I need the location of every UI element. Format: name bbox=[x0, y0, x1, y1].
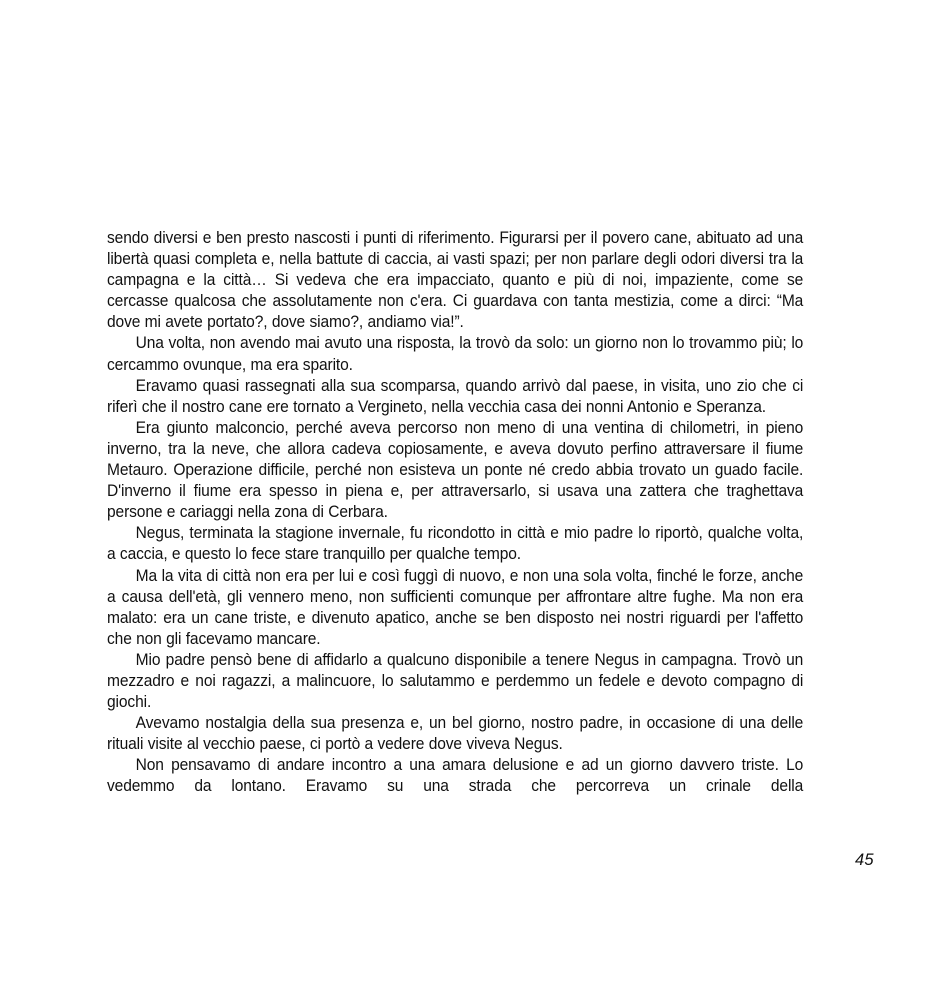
paragraph: Non pensavamo di andare incontro a una amara delusione e ad un giorno davvero triste. Lo vedemmo da lontano. Eravamo su una strada che percorreva un crinale della bbox=[107, 756, 804, 796]
body-text-block bbox=[107, 228, 836, 819]
page-number: 45 bbox=[855, 851, 874, 869]
paragraph: Era giunto malconcio, perché aveva percorso non meno di una ventina di chilometri, in pieno inverno, tra la neve, che allora cadeva copiosamente, e aveva dovuto perfino attraversare il fiume Metauro. Operazione difficile, perché non esisteva un ponte né credo abbia trovato un guado facile. D'inverno il fiume era spesso in piena e, per attraversarlo, si usava una zattera che traghettava persone e cariaggi nella zona di Cerbara. bbox=[107, 418, 804, 522]
paragraph: Avevamo nostalgia della sua presenza e, un bel giorno, nostro padre, in occasione di una delle rituali visite al vecchio paese, ci portò a vedere dove viveva Negus. bbox=[107, 714, 804, 754]
paragraph: Negus, terminata la stagione invernale, fu ricondotto in città e mio padre lo riportò, qualche volta, a caccia, e questo lo fece stare tranquillo per qualche tempo. bbox=[107, 524, 804, 564]
paragraph: Eravamo quasi rassegnati alla sua scomparsa, quando arrivò dal paese, in visita, uno zio che ci riferì che il nostro cane ere tornato a Vergineto, nella vecchia casa dei nonni Antonio e Speranza. bbox=[107, 376, 804, 416]
paragraph: Mio padre pensò bene di affidarlo a qualcuno disponibile a tenere Negus in campagna. Trovò un mezzadro e noi ragazzi, a malincuore, lo salutammo e perdemmo un fedele e devoto compagno di giochi. bbox=[107, 650, 804, 712]
paragraph: sendo diversi e ben presto nascosti i punti di riferimento. Figurarsi per il povero cane, abituato ad una libertà quasi completa e, nella battute di caccia, ai vasti spazi; per non parlare degli odori diversi tra la campagna e la città… Si vedeva che era impacciato, quanto e più di noi, impaziente, come se cercasse qualcosa che assolutamente non c'era. Ci guardava con tanta mestizia, come a dirci: “Ma dove mi avete portato?, dove siamo?, andiamo via!”. bbox=[107, 229, 804, 332]
paragraph: Una volta, non avendo mai avuto una risposta, la trovò da solo: un giorno non lo trovammo più; lo cercammo ovunque, ma era sparito. bbox=[107, 334, 804, 374]
paragraph: Ma la vita di città non era per lui e così fuggì di nuovo, e non una sola volta, finché le forze, anche a causa dell'età, gli vennero meno, non sufficienti comunque per affrontare altre fughe. Ma non era malato: era un cane triste, e divenuto apatico, anche se ben disposto nei nostri riguardi per l'affetto che non gli facevamo mancare. bbox=[107, 566, 804, 648]
